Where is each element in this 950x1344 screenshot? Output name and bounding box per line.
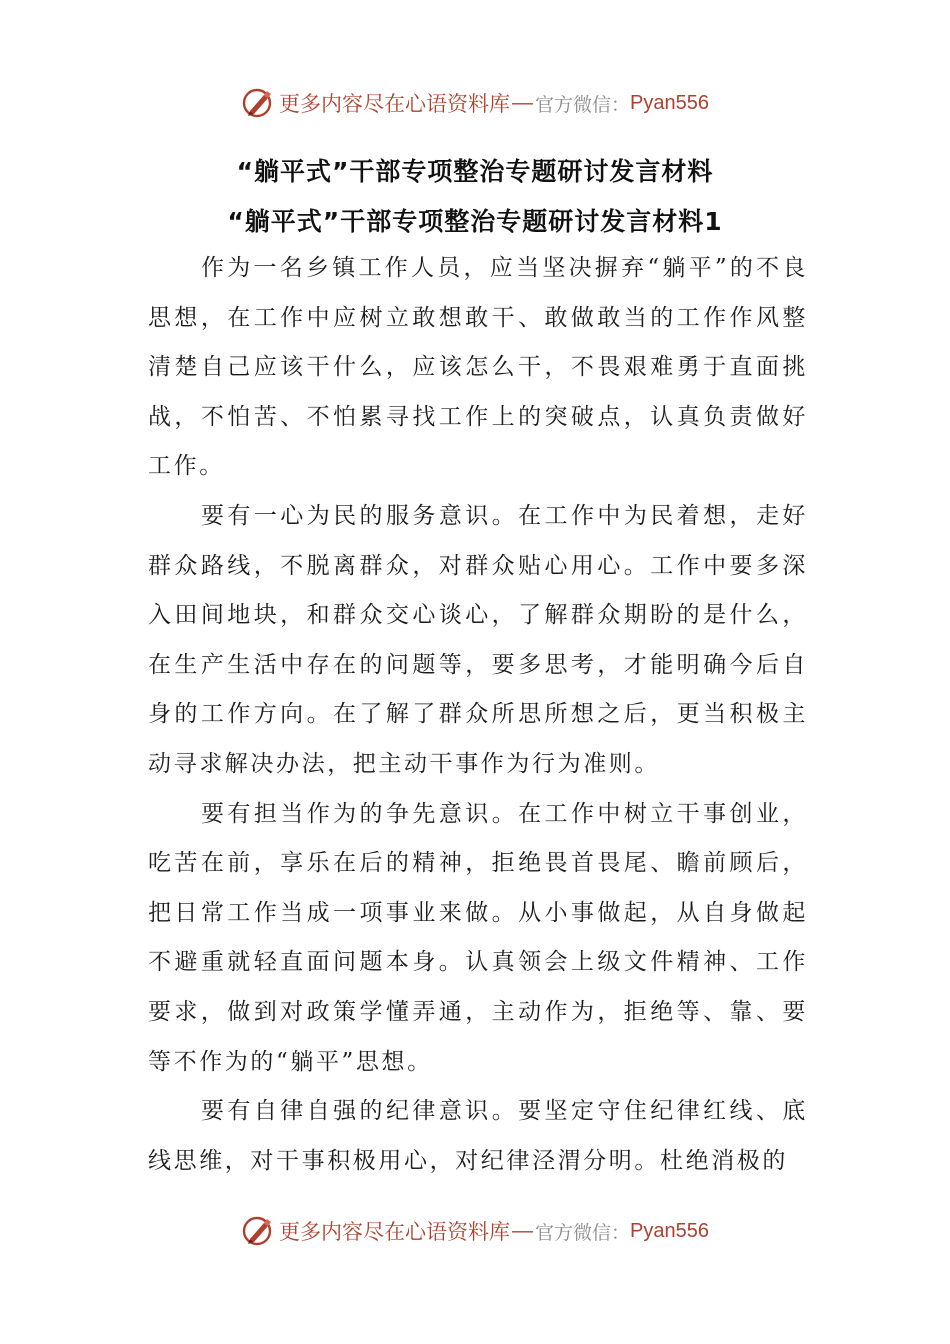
watermark-wechat-id: Pyan556 [630, 1219, 709, 1242]
document-subtitle: “躺平式”干部专项整治专题研讨发言材料1 [227, 207, 723, 236]
pen-logo-icon [241, 1214, 275, 1248]
watermark-label: 官方微信： [535, 1221, 631, 1244]
watermark-wechat-id: Pyan556 [630, 91, 709, 114]
paragraph: 要有担当作为的争先意识。在工作中树立干事创业，吃苦在前，享乐在后的精神，拒绝畏首畏尾、瞻前顾后，把日常工作当成一项事业来做。从小事做起，从自身做起不避重就轻直面问题本身。认真领会上级文件精神、工作要求，做到对政策学懂弄通，主动作为，拒绝等、靠、要等不作为的“躺平”思想。 [148, 800, 808, 1075]
watermark-separator: — [512, 91, 533, 114]
paragraph: 作为一名乡镇工作人员，应当坚决摒弃“躺平”的不良思想，在工作中应树立敢想敢干、敢做敢当的工作作风整清楚自己应该干什么，应该怎么干，不畏艰难勇于直面挑战，不怕苦、不怕累寻找工作上的突破点，认真负责做好工作。 [148, 255, 808, 480]
document-title: “躺平式”干部专项整治专题研讨发言材料 [236, 157, 714, 186]
watermark-separator: — [512, 1219, 533, 1242]
watermark-label: 官方微信： [535, 93, 631, 116]
watermark-main-text: 更多内容尽在心语资料库 [279, 92, 510, 116]
watermark-main-text: 更多内容尽在心语资料库 [279, 1220, 510, 1244]
watermark-banner-bottom [0, 1206, 950, 1256]
paragraph: 要有自律自强的纪律意识。要坚定守住纪律红线、底线思维，对干事积极用心，对纪律泾渭分明。杜绝消极的 [148, 1098, 808, 1174]
watermark-banner-top [0, 78, 950, 128]
paragraph: 要有一心为民的服务意识。在工作中为民着想，走好群众路线，不脱离群众，对群众贴心用心。工作中要多深入田间地块，和群众交心谈心，了解群众期盼的是什么，在生产生活中存在的问题等，要多思考，才能明确今后自身的工作方向。在了解了群众所思所想之后，更当积极主动寻求解决办法，把主动干事作为行为准则。 [148, 502, 808, 777]
pen-logo-icon [241, 86, 275, 120]
document-body [148, 244, 808, 1186]
